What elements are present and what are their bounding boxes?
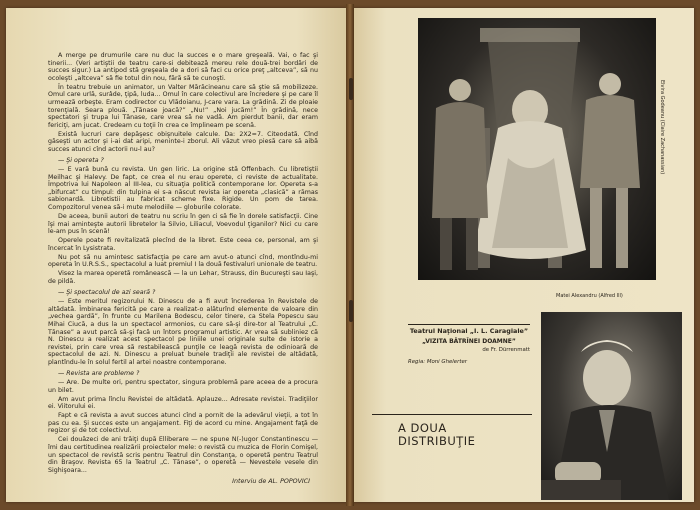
interview-paragraph: Operele poate fi revitalizată plecînd de la libret. Este ceea ce, personal, am şi încercat în Lysistrata. <box>48 237 318 252</box>
production-credits <box>408 327 530 365</box>
section-title-line-2: DISTRIBUŢIE <box>398 434 476 448</box>
interview-question: — Şi spectacolul de azi seară ? <box>58 288 156 296</box>
interview-paragraph: — Are. De multe ori, pentru spectator, singura problemă pare aceea de a procura un bilet. <box>48 379 318 394</box>
play-author: de Fr. Dürrenmatt <box>482 347 530 353</box>
interview-paragraph: — Este meritul regizorului N. Dinescu de a fi avut încrederea în Revistele de altădată. Îmbinarea fericită pe care a realizat-o alăturînd elemente de valoare din „vechea gardă”, în frunte cu Marilena Bodescu, celor tinere, ca Stela Popescu sau Mihai Ciucă, a dus la un spectacol armonios, cu care să-şi dire-tor al Teatrului „C. Tănase” a avut parcă să-şi facă un întors programul artistic. Ar vrea să subliniez că N. Dinescu a realizat acest spectacol pe liniile unei originale sulte de istorie a revistei, prin care vrea să restabilească punţile ce leagă revista de odinioară de spectacolul de azi. N. Dinescu a preluat bunele tradiţii ale revistei de altădată, plantîndu-le în solul fertil al artei noastre contemporane. <box>48 298 318 366</box>
photo-caption-matei: Matei Alexandru (Alfred Ill) <box>556 293 623 299</box>
interview-paragraph: — E vară bună cu revista. Un gen liric. La origine stă Offenbach. Cu libretiştii Meilhac şi Halevy. De fapt, ce crea el nu erau operete, ci reviste de actualitate. Împotriva lui Napoleon al III-lea, cu situaţia politică contemporane lor. Opereta s-a „bifurcat” cu timpul: din tulpina ei s-a născut revista iar opereta „clasică” a rămas sabionardă. Libretistii au fabricat scheme fixe. Rigide. Un pom de tarea. Compozitorul venea să-i mute melodiile — globurile colorate. <box>48 166 318 212</box>
interview-paragraph: Cei douăzeci de ani trăiţi după Elliberare — ne spune N(-)ugor Constantinescu — îmi dau certitudinea realizării proiectelor mele: o revistă cu muzica de Florin Comişel, un spectacol de revistă scris pentru Teatrul din Constanţa, o operetă pentru Teatrul din Braşov. Revista 65 la Teatrul „C. Tănase”, o operetă — Nevestele vesele din Sighişoara... <box>48 436 318 474</box>
interview-text-column <box>48 52 318 487</box>
divider-rule <box>372 414 532 415</box>
interview-paragraph: A merge pe drumurile care nu duc la succes e o mare greşeală. Vai, o fac şi tinerii... (Veri artiştii de teatru care-si debitează mereu rele două-trei bordări de succes sigur.) La antipod stă greşeala de a dori să faci cu orice preţ „altceva”, să nu ocoleşti „altceva” să fie totul din nou, fără să te cunoşti. <box>48 52 318 82</box>
interview-byline: Interviu de AL. POPOVICI <box>232 478 310 486</box>
divider-rule <box>408 324 530 325</box>
interview-paragraph: Am avut prima lînclu Revistei de altădată. Aplauze... Adresate revistei. Tradiţiilor ei. Viitorului ei. <box>48 395 318 411</box>
section-title <box>398 422 475 448</box>
interview-question: — Şi opereta ? <box>58 156 104 164</box>
play-title: „VIZITA BĂTRÎNEI DOAMNE” <box>422 338 516 345</box>
stage-photo-ensemble <box>418 18 656 280</box>
interview-paragraph: În teatru trebuie un animator, un Valter Mărăcineanu care să ştie să mobilizeze. Omul care urlă, surâde, ţipă, luda... Omul în care colectivul are încredere şi pe care îl urmează orbeşte. Eram codirector cu Vlădoianu, J-care vara. La grădină. Zi de ploaie torenţială. Seara plouă. „Tănase joacă?” „Nu!” „Noi jucăm!” În grădină, nece spectatori şi trupa lui Tănase, care vrea să ne vadă. Am pierdut banii, dar eram fericiţi, am jucat. Credeam cu toţii în crea ce împlineam pe scenă. <box>48 83 318 129</box>
portrait-photo-actor <box>541 312 682 500</box>
interview-paragraph: De aceea, bunii autori de teatru nu scriu în gen ci să fie în dorele satisfacţii. Cine îşi mai aminteşte autorii libretelor la Silvio, Liliacul, Voevodul ţiganilor? Nici cu care le-am pus în scenă! <box>48 213 318 236</box>
theatre-name: Teatrul Naţional „I. L. Caragiale” <box>409 327 529 335</box>
director-credit: Regia: Moni Ghelerter <box>408 359 467 365</box>
section-title-line-1: A DOUA <box>398 421 447 435</box>
binding-staple <box>349 78 353 100</box>
photo-caption-elvira: Elvira Godeanu (Claire Zachanassian) <box>659 80 665 175</box>
interview-question: — Revista are probleme ? <box>58 369 140 377</box>
interview-paragraph: Visez la marea operetă românească — la un Lehar, Strauss, din Bucureşti sau Iaşi, de pildă. <box>48 270 318 285</box>
interview-paragraph: Există lucruri care depăşesc obişnuitele calcule. Da: 2X2=7. Citeodată. Cînd găseşti un actor şi i-ai dat aripi, meninte-i zborul. Ali văzut vreo piesă care să aibă succes atunci cînd actorii nu-l au? <box>48 130 318 153</box>
binding-staple <box>349 300 353 322</box>
interview-paragraph: Nu pot să nu amintesc satisfacţia pe care am avut-o atunci cînd, montîndu-mi opereta în U.R.S.S., spectacolul a luat premiul I la două festivaluri unionale de teatru. <box>48 253 318 269</box>
interview-paragraph: Fapt e că revista a avut succes atunci cînd a pornit de la adevărul vieţii, a tot în pas cu ea. Şi succes este un angajament. Fiţi de acord cu mine. Angajament faţă de regizor şi de tot colectivul. <box>48 412 318 435</box>
